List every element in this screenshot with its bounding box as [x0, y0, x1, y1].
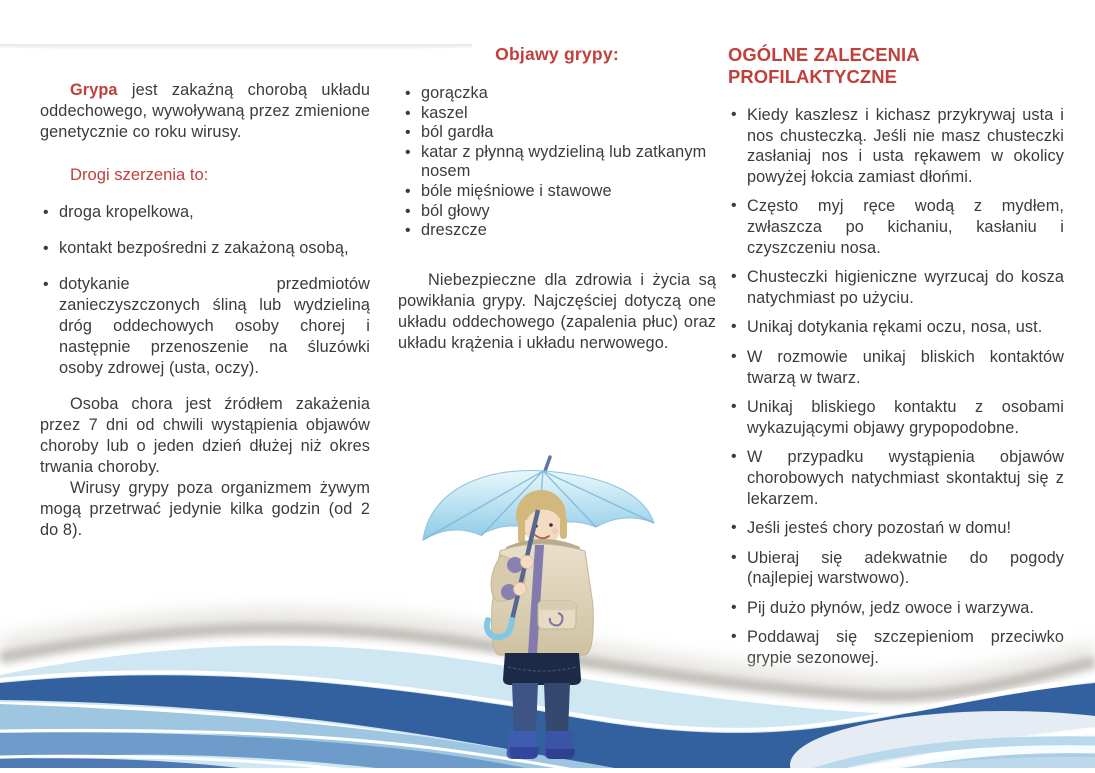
transmission-heading: Drogi szerzenia to: — [70, 165, 209, 184]
symptom-item: • gorączka — [402, 84, 716, 104]
pocket-flap — [538, 601, 576, 610]
complications-paragraph: Niebezpieczne dla zdrowia i życia są powikłania grypy. Najczęściej dotyczą one układu oddechowego (zapalenia płuc) oraz układu krążenia i układu nerwowego. — [398, 270, 716, 352]
intro-lead-word: Grypa — [70, 81, 118, 99]
recommendation-item: • Poddawaj się szczepieniom przeciwko grypie sezonowej. — [728, 627, 1064, 668]
child-with-umbrella-illustration — [388, 455, 688, 768]
hair-strand — [560, 517, 567, 539]
child-hand — [521, 556, 534, 569]
sleeve-cuff — [507, 557, 523, 573]
pant-leg — [512, 683, 538, 733]
recommendation-item: • Unikaj bliskiego kontaktu z osobami wykazującymi objawy grypopodobne. — [728, 397, 1064, 438]
recommendation-item: • Unikaj dotykania rękami oczu, nosa, ust. — [728, 317, 1064, 338]
pants — [503, 653, 581, 685]
recommendations-heading: OGÓLNE ZALECENIA PROFILAKTYCZNE — [728, 44, 919, 87]
symptoms-list — [402, 84, 716, 241]
child-eye — [549, 523, 553, 527]
left-panel — [40, 80, 370, 541]
transmission-item: • kontakt bezpośredni z zakażoną osobą, — [40, 238, 370, 259]
recommendation-item: • Kiedy kaszlesz i kichasz przykrywaj usta i nos chusteczką. Jeśli nie masz chusteczki zasłaniaj nos i usta rękawem w okolicy powyżej łokcia zamiast dłońmi. — [728, 105, 1064, 187]
infection-paragraph: Osoba chora jest źródłem zakażenia przez 7 dni od chwili wystąpienia objawów choroby lub o jeden dzień dłużej niż okres trwania choroby. — [40, 395, 370, 476]
intro-paragraph — [40, 80, 370, 143]
symptom-item: • bóle mięśniowe i stawowe — [402, 182, 716, 202]
symptoms-heading: Objawy grypy: — [495, 44, 619, 64]
boot-sole — [546, 749, 575, 759]
transmission-list — [40, 202, 370, 379]
child-hand — [514, 583, 527, 596]
recommendation-item: • Często myj ręce wodą z mydłem, zwłaszcza po kichaniu, kasłaniu i czyszczeniu nosa. — [728, 196, 1064, 258]
recommendation-item: • Ubieraj się adekwatnie do pogody (najlepiej warstwowo). — [728, 548, 1064, 589]
recommendation-item: • Chusteczki higieniczne wyrzucaj do kosza natychmiast po użyciu. — [728, 267, 1064, 308]
recommendation-item: • Pij dużo płynów, jedz owoce i warzywa. — [728, 598, 1064, 619]
recommendation-item: • W rozmowie unikaj bliskich kontaktów twarzą w twarz. — [728, 347, 1064, 388]
transmission-item: • droga kropelkowa, — [40, 202, 370, 223]
pant-leg — [544, 683, 570, 733]
boot-sole — [510, 747, 539, 759]
virus-paragraph: Wirusy grypy poza organizmem żywym mogą przetrwać jedynie kilka godzin (od 2 do 8). — [40, 479, 370, 539]
symptom-item: • dreszcze — [402, 221, 716, 241]
symptom-item: • ból głowy — [402, 202, 716, 222]
symptom-item: • kaszel — [402, 104, 716, 124]
umbrella-ferrule — [545, 457, 550, 471]
recommendation-item: • W przypadku wystąpienia objawów chorobowych natychmiast skontaktuj się z lekarzem. — [728, 447, 1064, 509]
intro-text: jest zakaźną chorobą układu oddechowego, wywoływaną przez zmienione genetycznie co roku wirusy. — [40, 81, 370, 141]
transmission-item: • dotykanie przedmiotów zanieczyszczonych śliną lub wydzieliną dróg oddechowych osoby chorej i następnie przenoszenie na śluzówki osoby zdrowej (usta, oczy). — [40, 274, 370, 379]
recommendation-item: • Jeśli jesteś chory pozostań w domu! — [728, 518, 1064, 539]
hair-strand — [518, 519, 525, 543]
symptom-item: • ból gardła — [402, 123, 716, 143]
middle-panel — [398, 44, 716, 354]
symptom-item: • katar z płynną wydzieliną lub zatkanym nosem — [402, 143, 716, 182]
child-with-umbrella-photo — [388, 455, 688, 768]
cheek — [552, 528, 558, 534]
